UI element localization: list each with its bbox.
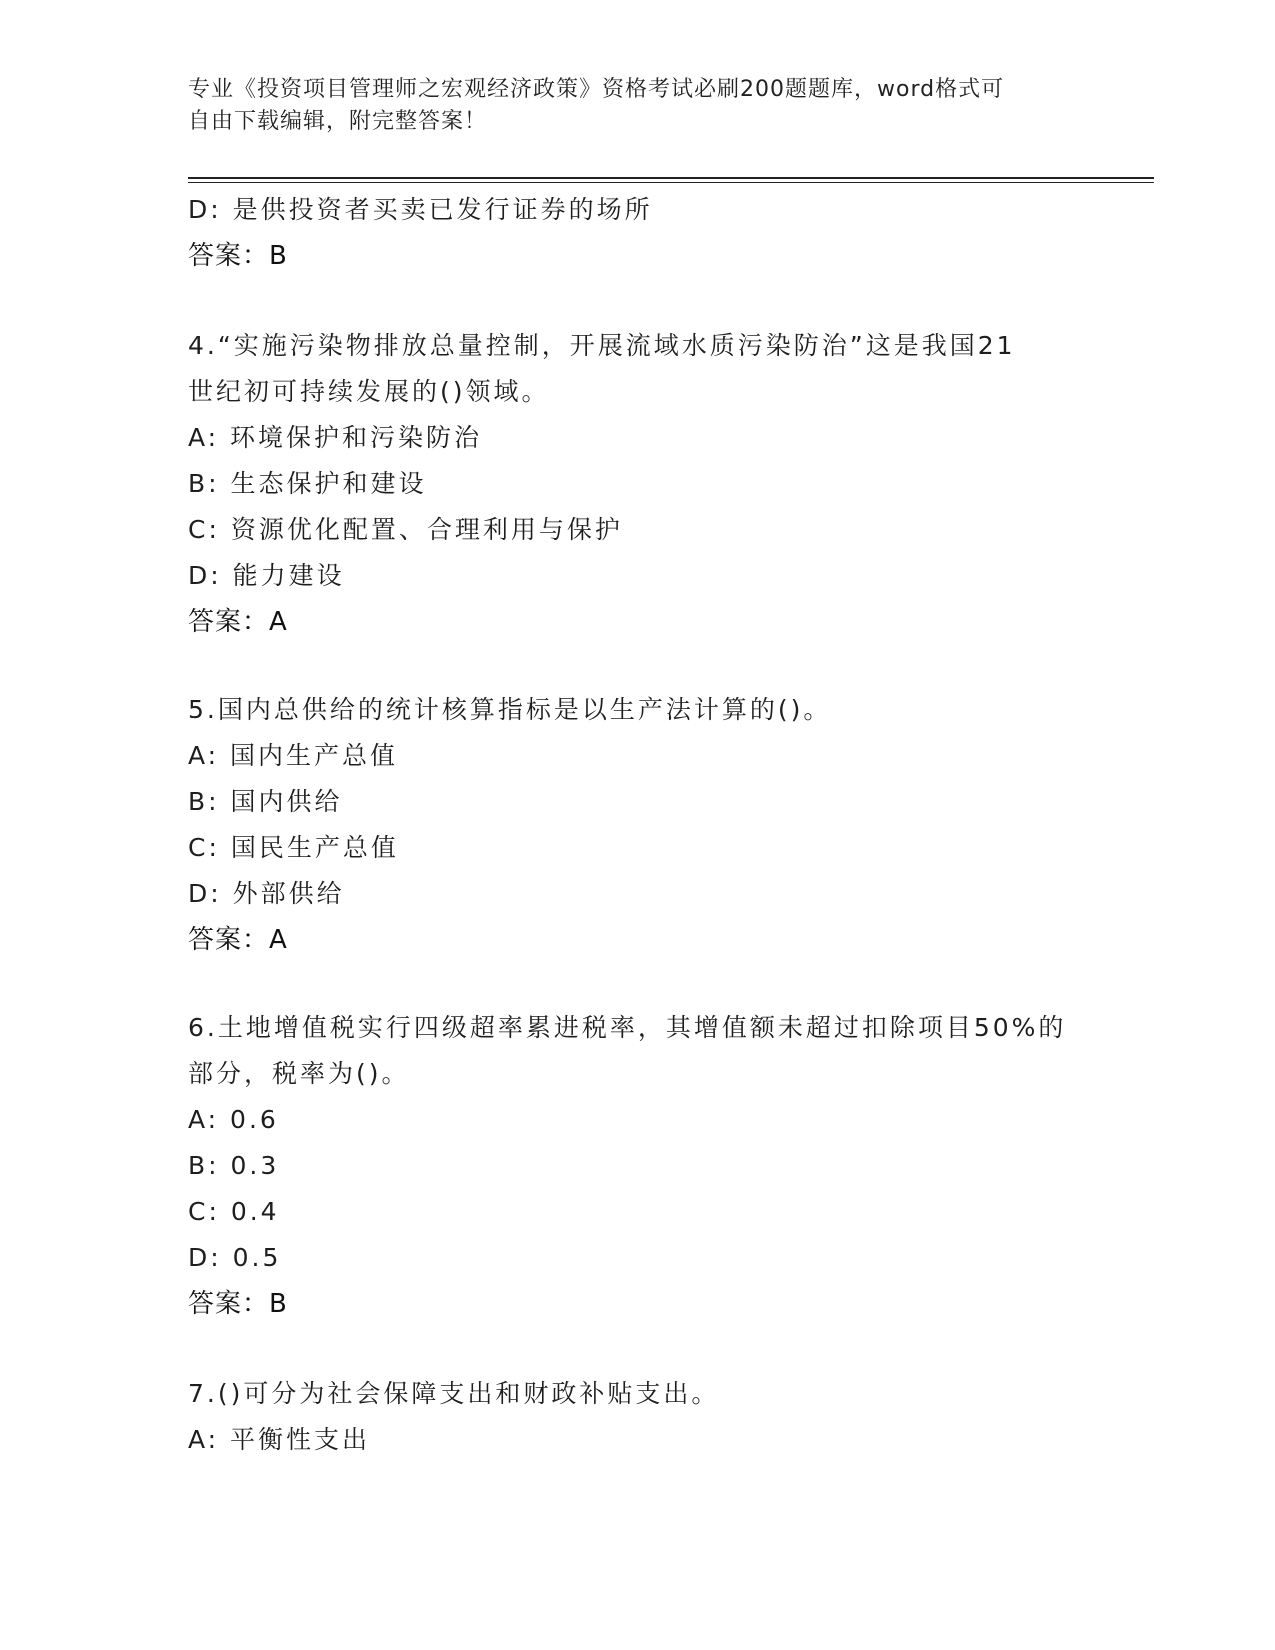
question-block-5 (188, 687, 1108, 963)
option-b: B: 国内供给 (188, 787, 343, 816)
question-stem-cont: 世纪初可持续发展的()领域。 (188, 377, 550, 406)
option-d: D: 外部供给 (188, 879, 345, 908)
option-c: C: 国民生产总值 (188, 833, 399, 862)
option-a: A: 环境保护和污染防治 (188, 423, 483, 452)
answer-line: 答案：A (188, 607, 288, 637)
option-c: C: 资源优化配置、合理利用与保护 (188, 515, 623, 544)
question-list (188, 187, 1108, 1463)
question-stem: 4.“实施污染物排放总量控制，开展流域水质污染防治”这是我国21 (188, 331, 1016, 360)
question-block-7 (188, 1371, 1108, 1463)
question-stem: 5.国内总供给的统计核算指标是以生产法计算的()。 (188, 695, 832, 724)
option-a: A: 国内生产总值 (188, 741, 399, 770)
question-block-6 (188, 1005, 1108, 1327)
question-block-4 (188, 323, 1108, 645)
header-rule-thin (188, 182, 1154, 183)
answer-line: 答案：B (188, 1289, 288, 1319)
question-stem: 6.土地增值税实行四级超率累进税率，其增值额未超过扣除项目50%的 (188, 1013, 1067, 1042)
question-stem: 7.()可分为社会保障支出和财政补贴支出。 (188, 1379, 720, 1408)
question-block-3-tail (188, 187, 1108, 279)
header-line-2: 自由下载编辑，附完整答案！ (188, 109, 488, 134)
option-d: D: 能力建设 (188, 561, 345, 590)
option-b: B: 生态保护和建设 (188, 469, 427, 498)
question-stem-cont: 部分，税率为()。 (188, 1059, 410, 1088)
option-b: B: 0.3 (188, 1151, 280, 1180)
answer-line: 答案：B (188, 241, 288, 271)
header-rule-thick (188, 177, 1154, 179)
answer-line: 答案：A (188, 925, 288, 955)
document-header (188, 74, 1088, 138)
option-d: D: 是供投资者买卖已发行证券的场所 (188, 195, 653, 224)
option-a: A: 平衡性支出 (188, 1425, 371, 1454)
header-line-1: 专业《投资项目管理师之宏观经济政策》资格考试必刷200题题库，word格式可 (188, 77, 1005, 102)
option-c: C: 0.4 (188, 1197, 280, 1226)
option-a: A: 0.6 (188, 1105, 279, 1134)
option-d: D: 0.5 (188, 1243, 282, 1272)
